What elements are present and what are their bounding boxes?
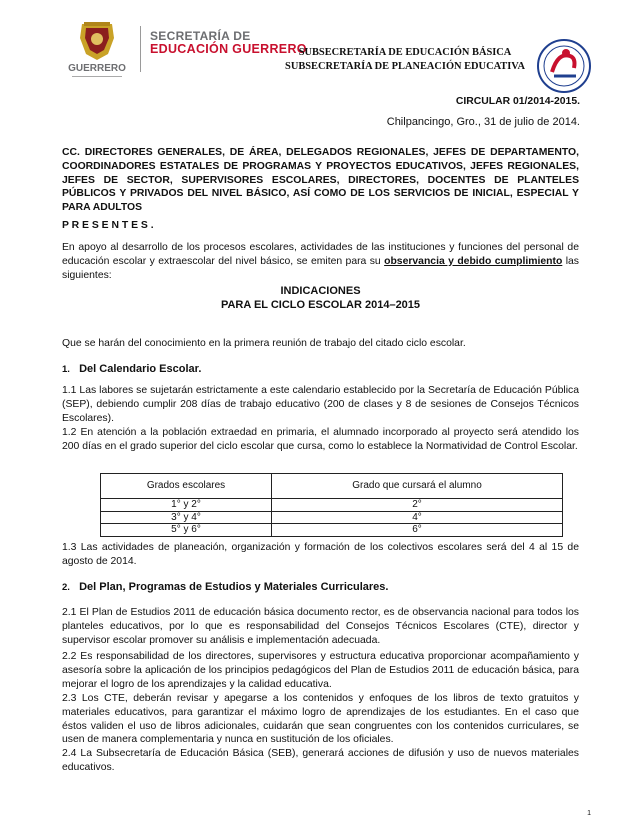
table-row <box>101 499 563 512</box>
secretaria-logo-line1: SECRETARÍA DE <box>150 29 251 43</box>
section-1-title: Del Calendario Escolar. <box>79 363 202 375</box>
secretaria-logo-line2: EDUCACIÓN GUERRERO <box>150 42 307 57</box>
header-separator <box>140 26 141 72</box>
table-header-cell: Grado que cursará el alumno <box>272 474 563 499</box>
paragraph-1-3: 1.3 Las actividades de planeación, organización y formación de los colectivos escolares será del 4 al 15 de agosto de 2014. <box>62 542 579 567</box>
intro-text-end: las siguientes: <box>62 255 580 281</box>
paragraph-2-2: 2.2 Es responsabilidad de los directores, supervisores y estructura educativa proporcionar acompañamiento y asesoría sobre la aplicación de los principios pedagógicos del Plan de Estudios 2011 de educación básica, para mejorar el logro de los aprendizajes y la calidad educativa. <box>62 651 579 690</box>
indicaciones-title: INDICACIONES <box>280 285 361 297</box>
guerrero-state-logo <box>62 20 132 80</box>
subsecretaria-basica-heading: SUBSECRETARÍA DE EDUCACIÓN BÁSICA <box>298 47 512 58</box>
paragraph-1-2: 1.2 En atención a la población extraedad en primaria, el alumnado incorporado al proyecto será atendido los 200 días en el grado superior del ciclo escolar que cursa, como lo establece la Normatividad de Control Escolar. <box>62 427 579 452</box>
page-number: 1 <box>587 809 591 817</box>
guerrero-logo-text: GUERRERO <box>68 63 126 74</box>
grades-table <box>100 473 563 537</box>
table-cell: 1° y 2° <box>101 499 272 512</box>
cycle-title: PARA EL CICLO ESCOLAR 2014–2015 <box>220 299 421 311</box>
table-cell: 4° <box>272 511 563 524</box>
section-1-number: 1. <box>62 364 70 375</box>
table-cell: 6° <box>272 524 563 537</box>
intro-emphasis: observancia y debido cumplimiento <box>384 255 563 267</box>
table-header-row <box>101 474 563 499</box>
table-row <box>101 524 563 537</box>
intro-text: En apoyo al desarrollo de los procesos escolares, actividades de las instituciones y funciones del personal de educación escolar y extraescolar del nivel básico, se emiten para su <box>62 242 579 267</box>
subsecretaria-planeacion-heading: SUBSECRETARÍA DE PLANEACIÓN EDUCATIVA <box>285 61 525 72</box>
section-2-heading <box>62 580 388 595</box>
educacion-basica-seal-icon <box>536 38 592 94</box>
section-2-title: Del Plan, Programas de Estudios y Materiales Curriculares. <box>79 581 389 593</box>
addressees: CC. DIRECTORES GENERALES, DE ÁREA, DELEGADOS REGIONALES, JEFES DE DEPARTAMENTO, COORDINADORES ESTATALES DE PROGRAMAS Y PROYECTOS EDUCATIVOS, JEFES REGIONALES, JEFES DE SECTOR, SUPERVISORES ESCOLARES, DIRECTORES, DOCENTES DE PLANTELES PÚBLICOS Y PRIVADOS DEL NIVEL BÁSICO, ASÍ COMO DE LOS SERVICIOS DE INICIAL, ESPECIAL Y PARA ADULTOS <box>62 147 579 214</box>
guerrero-logo-tagline-line <box>72 76 122 77</box>
presentes: P R E S E N T E S . <box>62 220 154 231</box>
table-cell: 5° y 6° <box>101 524 272 537</box>
table-header-cell: Grados escolares <box>101 474 272 499</box>
table-cell: 2° <box>272 499 563 512</box>
section-2-number: 2. <box>62 582 70 593</box>
circular-number: CIRCULAR 01/2014-2015. <box>455 96 580 107</box>
place-date: Chilpancingo, Gro., 31 de julio de 2014. <box>386 116 580 128</box>
table-row <box>101 511 563 524</box>
paragraph-1-1: 1.1 Las labores se sujetarán estrictamente a este calendario establecido por la Secretaría de Educación Pública (SEP), debiendo cumplir 208 días de trabajo educativo (200 de clases y 8 de sesiones de Consejos Técnicos Escolares). <box>62 385 579 424</box>
table-cell: 3° y 4° <box>101 511 272 524</box>
paragraph-2-3: 2.3 Los CTE, deberán revisar y apegarse a los contenidos y enfoques de los libros de texto gratuitos y materiales educativos, para garantizar el máximo logro de aprendizajes de los estudiantes. En el caso que éstos validen el uso de libros adicionales, cuidarán que sean congruentes con los contenidos curriculares, se usen de manera complementaria y nunca en sustitución de los oficiales. <box>62 693 579 746</box>
paragraph-2-1: 2.1 El Plan de Estudios 2011 de educación básica documento rector, es de observancia nacional para todos los planteles educativos, por lo que es responsabilidad del Consejos Técnicos Escolares (CTE), director y supervisor escolar promover su análisis e implementación adecuada. <box>62 607 579 646</box>
intro-paragraph <box>62 241 579 282</box>
lead-sentence: Que se harán del conocimiento en la primera reunión de trabajo del citado ciclo escolar. <box>62 338 466 349</box>
section-1-heading <box>62 362 201 377</box>
paragraph-2-4: 2.4 La Subsecretaría de Educación Básica (SEB), generará acciones de difusión y uso de nuevos materiales educativos. <box>62 748 579 773</box>
